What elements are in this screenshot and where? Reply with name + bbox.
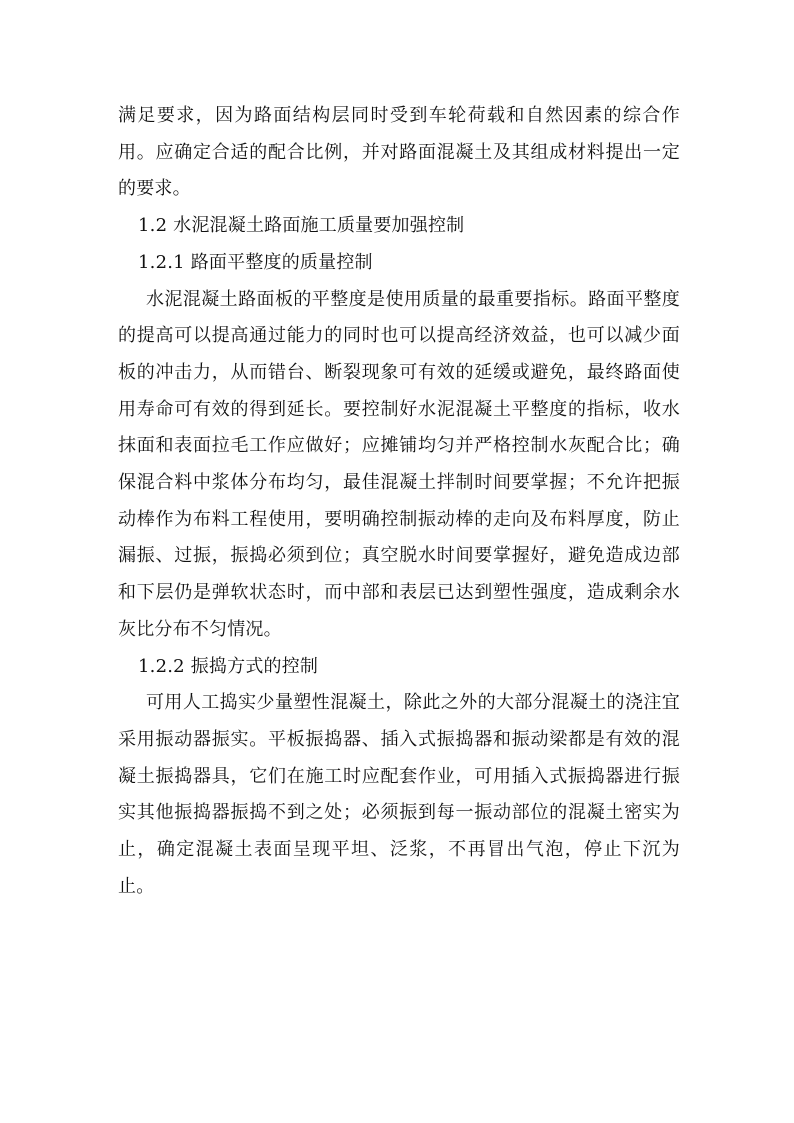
subsection-heading-1-2-1: 1.2.1 路面平整度的质量控制 [138,251,373,273]
paragraph-vibration-control: 可用人工捣实少量塑性混凝土，除此之外的大部分混凝土的浇注宜采用振动器振实。平板振捣器、插入式振捣器和振动梁都是有效的混凝土振捣器具，它们在施工时应配套作业，可用插入式振捣器进行振实其他振捣器振捣不到之处；必须振到每一振动部位的混凝土密实为止，确定混凝土表面呈现平坦、泛浆，不再冒出气泡，停止下沉为止。 [118,692,680,897]
paragraph-continuation: 满足要求，因为路面结构层同时受到车轮荷载和自然因素的综合作用。应确定合适的配合比例，并对路面混凝土及其组成材料提出一定的要求。 [118,105,680,200]
document-body [118,98,680,905]
subsection-heading-1-2-2: 1.2.2 振捣方式的控制 [138,655,319,677]
section-heading-1-2: 1.2 水泥混凝土路面施工质量要加强控制 [138,215,465,237]
paragraph-flatness-control: 水泥混凝土路面板的平整度是使用质量的最重要指标。路面平整度的提高可以提高通过能力的同时也可以提高经济效益，也可以减少面板的冲击力，从而错台、断裂现象可有效的延缓或避免，最终路面使用寿命可有效的得到延长。要控制好水泥混凝土平整度的指标，收水抹面和表面拉毛工作应做好；应摊铺均匀并严格控制水灰配合比；确保混合料中浆体分布均匀，最佳混凝土拌制时间要掌握；不允许把振动棒作为布料工程使用，要明确控制振动棒的走向及布料厚度，防止漏振、过振，振捣必须到位；真空脱水时间要掌握好，避免造成边部和下层仍是弹软状态时，而中部和表层已达到塑性强度，造成剩余水灰比分布不匀情况。 [118,288,680,640]
